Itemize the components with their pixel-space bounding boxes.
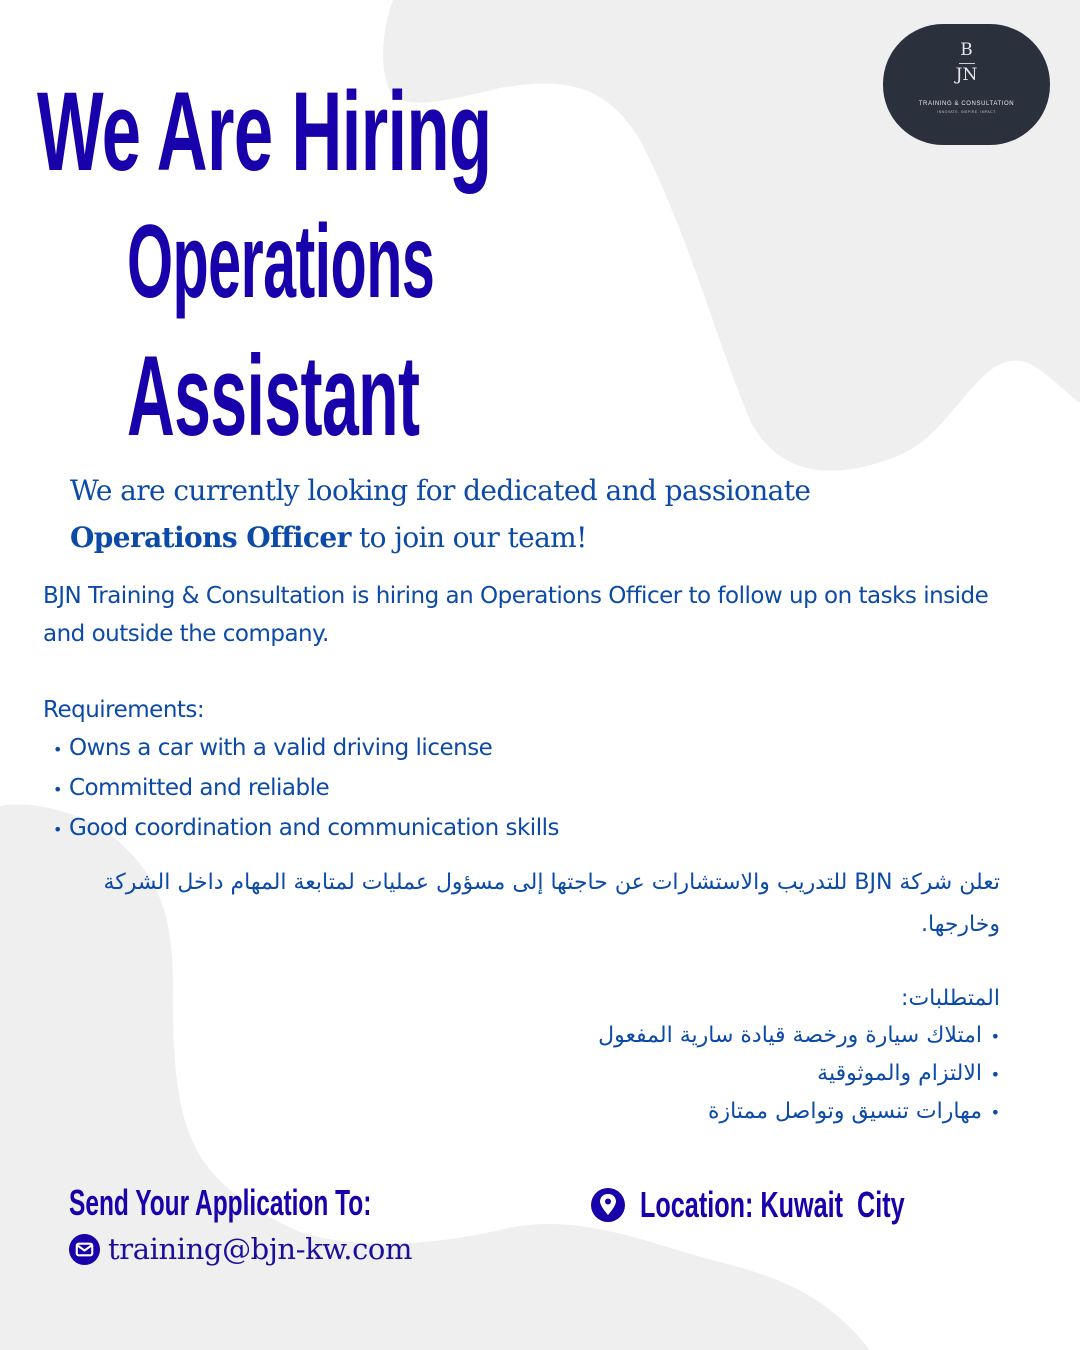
list-item: • Committed and reliable (43, 769, 559, 809)
envelope-icon (69, 1234, 100, 1265)
headline-we-are-hiring: We Are Hiring (37, 69, 492, 194)
english-requirements-heading: Requirements: (43, 697, 205, 723)
bullet-icon: • (53, 820, 62, 839)
arabic-requirements-heading: المتطلبات: (901, 986, 1000, 1011)
logo-tagline: INNOVATE. INSPIRE. IMPACT (937, 110, 996, 114)
logo-letters-jn: JN (955, 65, 978, 85)
headline-job-title-line2: Assistant (127, 333, 420, 460)
list-item: •امتلاك سيارة ورخصة قيادة سارية المفعول (500, 1017, 1000, 1055)
intro-paragraph (70, 467, 970, 561)
email-contact[interactable] (69, 1229, 412, 1269)
intro-role: Operations Officer (70, 521, 351, 554)
arabic-description: تعلن شركة BJN للتدريب والاستشارات عن حاجتها إلى مسؤول عمليات لمتابعة المهام داخل الشركة وخارجها. (103, 870, 1000, 937)
logo-company-name: TRAINING & CONSULTATION (918, 101, 1015, 107)
bullet-icon: • (53, 740, 62, 759)
list-item: •الالتزام والموثوقية (500, 1055, 1000, 1093)
intro-line-2-rest: to join our team! (350, 521, 587, 554)
company-logo (883, 24, 1050, 145)
map-pin-icon (590, 1187, 626, 1223)
location-text: Location: Kuwait City (640, 1184, 905, 1225)
bullet-icon: • (990, 1065, 1000, 1084)
logo-letter-b: B (960, 40, 973, 60)
english-description: BJN Training & Consultation is hiring an Operations Officer to follow up on tasks inside and outside the company. (43, 583, 989, 647)
bullet-icon: • (53, 780, 62, 799)
bullet-icon: • (990, 1103, 1000, 1122)
intro-line-1: We are currently looking for dedicated and passionate (70, 474, 811, 507)
send-application-heading: Send Your Application To: (69, 1182, 372, 1223)
location-info (590, 1183, 1018, 1227)
list-item: •مهارات تنسيق وتواصل ممتازة (500, 1093, 1000, 1131)
english-requirements-list (43, 729, 559, 849)
english-requirements (43, 691, 559, 849)
list-item: • Owns a car with a valid driving license (43, 729, 559, 769)
intro-line-2 (70, 514, 970, 561)
bullet-icon: • (990, 1027, 1000, 1046)
headline-job-title-line1: Operations (127, 204, 435, 320)
arabic-requirements-list (500, 1017, 1000, 1131)
logo-divider (959, 63, 975, 64)
arabic-requirements (500, 980, 1000, 1131)
list-item: • Good coordination and communication skills (43, 809, 559, 849)
email-address-link[interactable]: training@bjn-kw.com (108, 1232, 413, 1266)
